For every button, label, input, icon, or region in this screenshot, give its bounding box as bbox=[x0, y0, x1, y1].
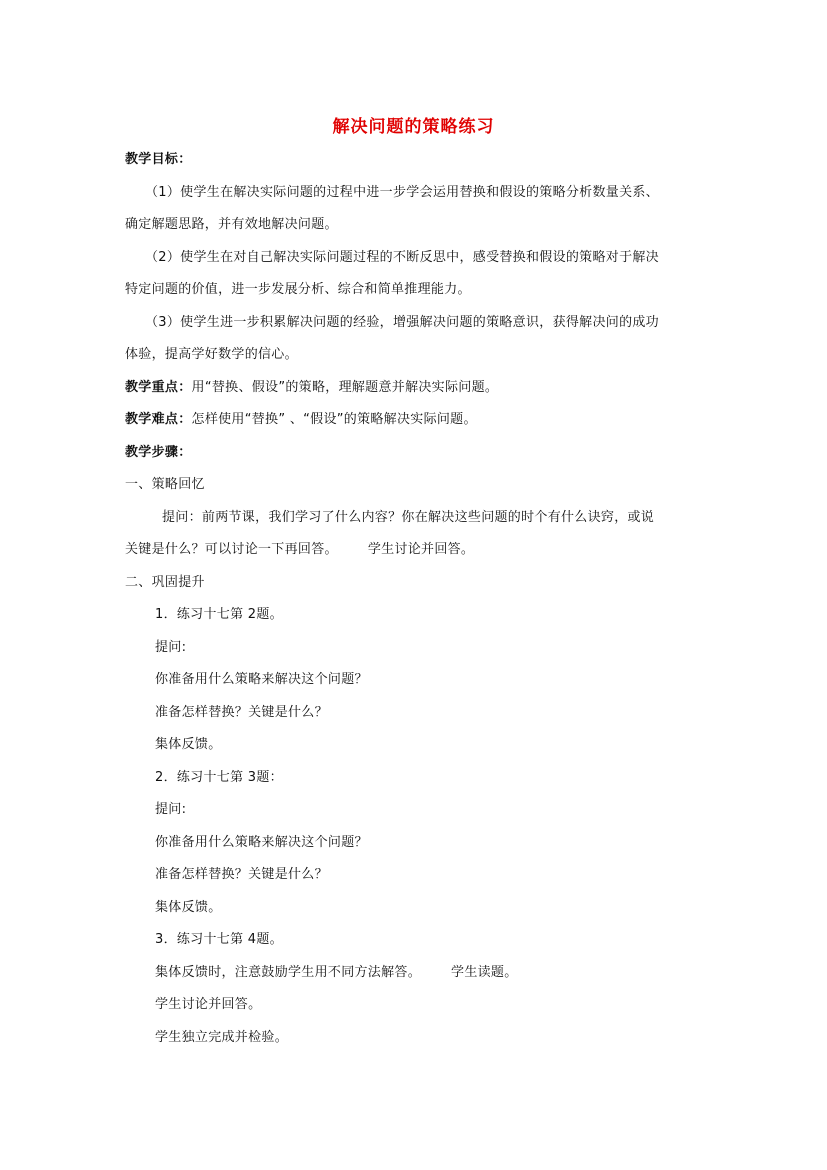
exercise-2-question-2: 准备怎样替换？关键是什么？ bbox=[155, 867, 328, 882]
objectives-heading: 教学目标： bbox=[125, 152, 192, 167]
objective-2-line-2: 特定问题的价值，进一步发展分析、综合和简单推理能力。 bbox=[125, 282, 471, 297]
exercise-3-line-1 bbox=[155, 965, 518, 981]
section-2-title: 二、巩固提升 bbox=[125, 575, 205, 590]
key-point-text: 用“替换、假设”的策略，理解题意并解决实际问题。 bbox=[191, 380, 499, 395]
exercise-3-title: 3．练习十七第 4题。 bbox=[155, 932, 283, 947]
exercise-3-line-1a: 集体反馈时，注意鼓励学生用不同方法解答。 bbox=[155, 965, 422, 980]
objective-1-line-1: （1）使学生在解决实际问题的过程中进一步学会运用替换和假设的策略分析数量关系、 bbox=[145, 185, 659, 200]
difficulty-text: 怎样使用“替换” 、“假设”的策略解决实际问题。 bbox=[191, 412, 477, 427]
exercise-2-question-1: 你准备用什么策略来解决这个问题？ bbox=[155, 835, 368, 850]
section-1-line-2 bbox=[125, 542, 474, 558]
difficulty bbox=[125, 412, 477, 428]
key-point bbox=[125, 380, 498, 396]
section-1-line-2a: 关键是什么？可以讨论一下再回答。 bbox=[125, 542, 338, 557]
section-1-title: 一、策略回忆 bbox=[125, 477, 205, 492]
exercise-1-question-2: 准备怎样替换？关键是什么？ bbox=[155, 705, 328, 720]
exercise-3-line-2: 学生讨论并回答。 bbox=[155, 997, 262, 1012]
objective-3-line-1: （3）使学生进一步积累解决问题的经验，增强解决问题的策略意识，获得解决问的成功 bbox=[145, 315, 659, 330]
document-title: 解决问题的策略练习 bbox=[332, 117, 495, 137]
exercise-1-ask: 提问: bbox=[155, 640, 187, 655]
exercise-3-line-3: 学生独立完成并检验。 bbox=[155, 1030, 289, 1045]
steps-heading: 教学步骤： bbox=[125, 445, 192, 460]
exercise-1-feedback: 集体反馈。 bbox=[155, 737, 222, 752]
objective-3-line-2: 体验，提高学好数学的信心。 bbox=[125, 347, 298, 362]
objective-2-line-1: （2）使学生在对自己解决实际问题过程的不断反思中，感受替换和假设的策略对于解决 bbox=[145, 250, 659, 265]
objective-1-line-2: 确定解题思路，并有效地解决问题。 bbox=[125, 217, 338, 232]
section-1-line-1: 提问：前两节课，我们学习了什么内容？你在解决这些问题的时个有什么诀窍，或说 bbox=[162, 510, 655, 525]
key-point-label: 教学重点： bbox=[125, 380, 192, 395]
difficulty-label: 教学难点： bbox=[125, 412, 192, 427]
exercise-2-feedback: 集体反馈。 bbox=[155, 900, 222, 915]
exercise-2-ask: 提问: bbox=[155, 802, 187, 817]
exercise-1-title: 1．练习十七第 2题。 bbox=[155, 607, 283, 622]
exercise-3-line-1b: 学生读题。 bbox=[451, 965, 518, 980]
exercise-2-title: 2．练习十七第 3题： bbox=[155, 770, 283, 785]
exercise-1-question-1: 你准备用什么策略来解决这个问题？ bbox=[155, 672, 368, 687]
section-1-line-2b: 学生讨论并回答。 bbox=[367, 542, 475, 557]
